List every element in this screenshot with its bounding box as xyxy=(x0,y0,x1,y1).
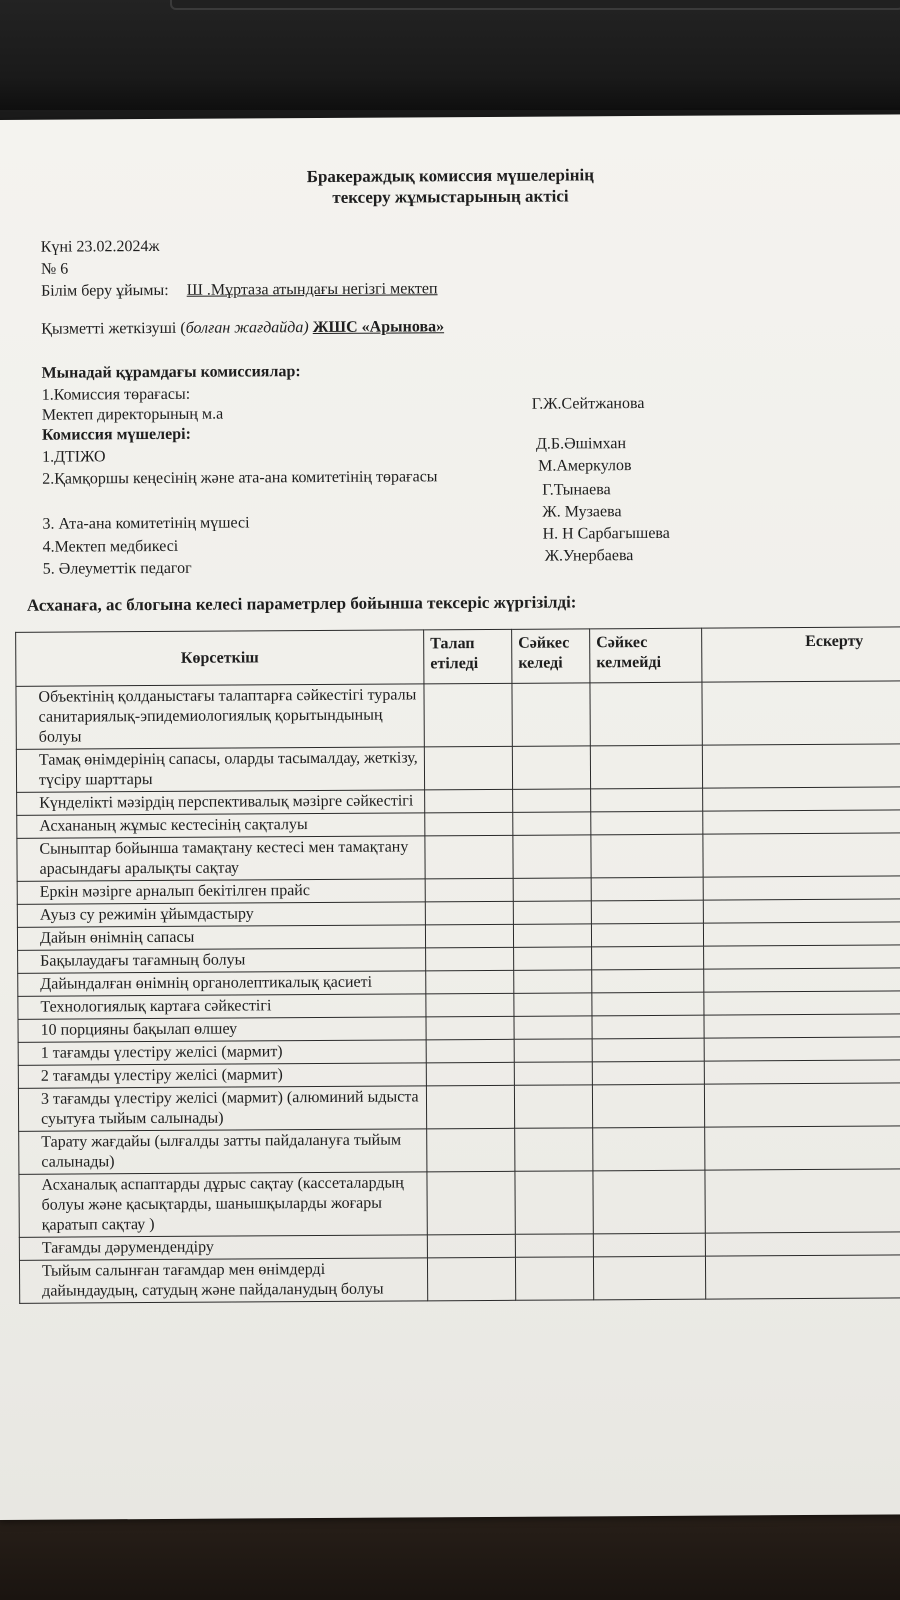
cell-compliant xyxy=(512,746,590,789)
cell-required xyxy=(426,1085,514,1129)
cell-compliant xyxy=(514,993,592,1016)
cell-required xyxy=(427,1128,515,1172)
cell-compliant xyxy=(514,1016,592,1039)
cell-required xyxy=(425,878,513,902)
row-indicator: Технологиялық картаға сәйкестігі xyxy=(18,994,426,1019)
table-row xyxy=(18,1083,900,1131)
row-indicator: Асханалық аспаптарды дұрыс сақтау (кассеталардың болуы және қасықтарды, шанышқыларды жоғары қаратып сақтау ) xyxy=(19,1172,427,1237)
row-indicator: Еркін мәзірге арналып бекітілген прайс xyxy=(17,879,425,904)
row-indicator: Ауыз су режимін ұйымдастыру xyxy=(17,902,425,927)
date-line: Күні 23.02.2024ж xyxy=(40,237,160,256)
table-row xyxy=(17,833,900,881)
row-indicator: Дайын өнімнің сапасы xyxy=(17,925,425,950)
row-indicator: Күнделікті мәзірдің перспективалық мәзірге сәйкестігі xyxy=(17,790,425,815)
supplier-label: Қызметті жеткізуші ( xyxy=(41,319,186,338)
cell-compliant xyxy=(514,1039,592,1062)
row-indicator: Асхананың жұмыс кестесінің сақталуы xyxy=(17,813,425,838)
row-indicator: Сыныптар бойынша тамақтану кестесі мен тамақтану арасындағы аралықты сақтау xyxy=(17,836,425,881)
cell-noncompliant xyxy=(592,946,704,970)
cell-required xyxy=(426,1016,514,1040)
cell-required xyxy=(425,789,513,813)
cell-noncompliant xyxy=(591,811,703,835)
chair-role: Мектеп директорының м.а xyxy=(41,405,224,424)
cell-noncompliant xyxy=(592,1015,704,1039)
cell-compliant xyxy=(514,1085,592,1128)
member-3-role: 3. Ата-ана комитетінің мүшесі xyxy=(42,514,250,533)
laptop-background xyxy=(0,0,900,110)
cell-required xyxy=(426,1062,514,1086)
cell-required xyxy=(427,1171,515,1235)
cell-note xyxy=(702,744,900,788)
cell-note xyxy=(703,876,900,900)
cell-compliant xyxy=(513,812,591,835)
inspection-heading: Асханаға, ас блогына келесі параметрлер бойынша тексеріс жүргізілді: xyxy=(26,592,577,615)
cell-note xyxy=(705,1232,900,1256)
cell-required xyxy=(425,901,513,925)
row-indicator: Объектінің қолданыстағы талаптарға сәйкестігі туралы санитариялық-эпидемиологиялық қорытындының болуы xyxy=(16,684,424,749)
members-heading: Комиссия мүшелері: xyxy=(41,425,191,444)
member-1-name: Д.Б.Әшімхан xyxy=(535,435,627,453)
cell-noncompliant xyxy=(593,1170,705,1234)
header-note: Ескерту xyxy=(702,627,900,682)
document-title xyxy=(270,164,630,208)
cell-required xyxy=(426,947,514,971)
row-indicator: Тарату жағдайы (ылғалды затты пайдалануға тыйым салынады) xyxy=(19,1129,427,1174)
row-indicator: Тамақ өнімдерінің сапасы, оларды тасымалдау, жеткізу, түсіру шарттары xyxy=(16,747,424,792)
cell-compliant xyxy=(514,970,592,993)
cell-required xyxy=(427,1234,515,1258)
cell-compliant xyxy=(513,901,591,924)
cell-compliant xyxy=(515,1257,593,1300)
cell-compliant xyxy=(513,835,591,878)
cell-noncompliant xyxy=(593,1256,705,1300)
cell-noncompliant xyxy=(592,1061,704,1085)
cell-note xyxy=(704,968,900,992)
row-indicator: 2 тағамды үлестіру желісі (мармит) xyxy=(18,1063,426,1088)
cell-required xyxy=(424,746,512,790)
cell-note xyxy=(703,922,900,946)
row-indicator: 10 порцияны бақылап өлшеу xyxy=(18,1017,426,1042)
row-indicator: Дайындалған өнімнің органолептикалық қасиеті xyxy=(18,971,426,996)
cell-compliant xyxy=(512,683,590,746)
header-indicator: Көрсеткіш xyxy=(16,630,424,686)
cell-compliant xyxy=(513,789,591,812)
cell-noncompliant xyxy=(592,1084,704,1128)
organization-line xyxy=(41,279,438,301)
table-row xyxy=(16,681,900,749)
cell-note xyxy=(705,1169,900,1233)
title-line-1: Бракераждық комиссия мүшелерінің xyxy=(306,165,595,187)
cell-note xyxy=(704,945,900,969)
cell-note xyxy=(704,1060,900,1084)
member-4-name: Ж. Музаева xyxy=(542,503,622,521)
chair-name: Г.Ж.Сейтжанова xyxy=(531,395,645,413)
inspection-table xyxy=(15,626,900,1303)
act-number: № 6 xyxy=(40,260,69,278)
cell-required xyxy=(425,835,513,879)
cell-note xyxy=(705,1255,900,1299)
cell-note xyxy=(705,1126,900,1170)
organization-label: Білім беру ұйымы: xyxy=(40,281,169,300)
supplier-note: болған жағдайда) xyxy=(185,319,309,337)
cell-noncompliant xyxy=(592,992,704,1016)
cell-required xyxy=(425,812,513,836)
table-row xyxy=(19,1126,900,1174)
cell-required xyxy=(424,683,512,747)
cell-required xyxy=(425,924,513,948)
table-row xyxy=(16,744,900,792)
document-page xyxy=(0,114,900,1520)
cell-required xyxy=(427,1257,515,1301)
table-body xyxy=(16,681,900,1303)
header-noncompliant: Сәйкес келмейді xyxy=(590,628,702,683)
member-6-name: Ж.Унербаева xyxy=(544,547,634,565)
cell-noncompliant xyxy=(592,969,704,993)
cell-required xyxy=(426,993,514,1017)
table-row xyxy=(19,1255,900,1303)
supplier-value: ЖШС «Арынова» xyxy=(312,318,445,337)
cell-note xyxy=(704,991,900,1015)
title-line-2: тексеру жұмыстарының актісі xyxy=(332,186,569,207)
member-5-name: Н. Н Сарбагышева xyxy=(542,524,670,543)
cell-note xyxy=(703,899,900,923)
member-5-role: 5. Әлеуметтік педагог xyxy=(42,559,192,578)
cell-compliant xyxy=(514,1062,592,1085)
chair-label: 1.Комиссия төрағасы: xyxy=(41,385,191,404)
row-indicator: Бақылаудағы тағамның болуы xyxy=(18,948,426,973)
row-indicator: Тыйым салынған тағамдар мен өнімдерді дайындаудың, сатудың және пайдаланудың болуы xyxy=(19,1258,427,1303)
table-header-row xyxy=(16,627,900,686)
header-required: Талап етіледі xyxy=(424,629,512,684)
cell-required xyxy=(426,970,514,994)
cell-note xyxy=(703,833,900,877)
cell-noncompliant xyxy=(592,1038,704,1062)
cell-compliant xyxy=(515,1234,593,1257)
cell-compliant xyxy=(513,878,591,901)
cell-noncompliant xyxy=(591,877,703,901)
cell-note xyxy=(703,810,900,834)
cell-noncompliant xyxy=(593,1233,705,1257)
cell-compliant xyxy=(514,947,592,970)
row-indicator: Тағамды дәрумендендіру xyxy=(19,1235,427,1260)
member-2-role: 2.Қамқоршы кеңесінің және ата-ана комитетінің төрағасы xyxy=(42,468,438,488)
member-3-name: Г.Тынаева xyxy=(542,481,611,499)
cell-noncompliant xyxy=(590,682,702,746)
cell-note xyxy=(704,1014,900,1038)
cell-note xyxy=(703,787,900,811)
cell-noncompliant xyxy=(591,923,703,947)
cell-required xyxy=(426,1039,514,1063)
cell-compliant xyxy=(515,1128,593,1171)
laptop-lid xyxy=(170,0,900,10)
cell-compliant xyxy=(515,1171,593,1234)
cell-note xyxy=(702,681,900,745)
cell-noncompliant xyxy=(591,900,703,924)
member-1-role: 1.ДТІЖО xyxy=(42,448,106,466)
cell-noncompliant xyxy=(591,834,703,878)
cell-noncompliant xyxy=(590,745,702,789)
member-4-role: 4.Мектеп медбикесі xyxy=(42,537,179,556)
table-row xyxy=(19,1169,900,1237)
cell-noncompliant xyxy=(591,788,703,812)
member-2-name: М.Амеркулов xyxy=(538,457,632,475)
cell-note xyxy=(704,1083,900,1127)
commission-heading: Мынадай құрамдағы комиссиялар: xyxy=(41,363,301,382)
supplier-line xyxy=(41,317,444,339)
cell-compliant xyxy=(513,924,591,947)
header-compliant: Сәйкес келеді xyxy=(512,629,590,683)
row-indicator: 3 тағамды үлестіру желісі (мармит) (алюминий ыдыста суытуға тыйым салынады) xyxy=(18,1086,426,1131)
cell-note xyxy=(704,1037,900,1061)
row-indicator: 1 тағамды үлестіру желісі (мармит) xyxy=(18,1040,426,1065)
cell-noncompliant xyxy=(593,1127,705,1171)
organization-value: Ш .Мұртаза атындағы негізгі мектеп xyxy=(186,280,438,299)
